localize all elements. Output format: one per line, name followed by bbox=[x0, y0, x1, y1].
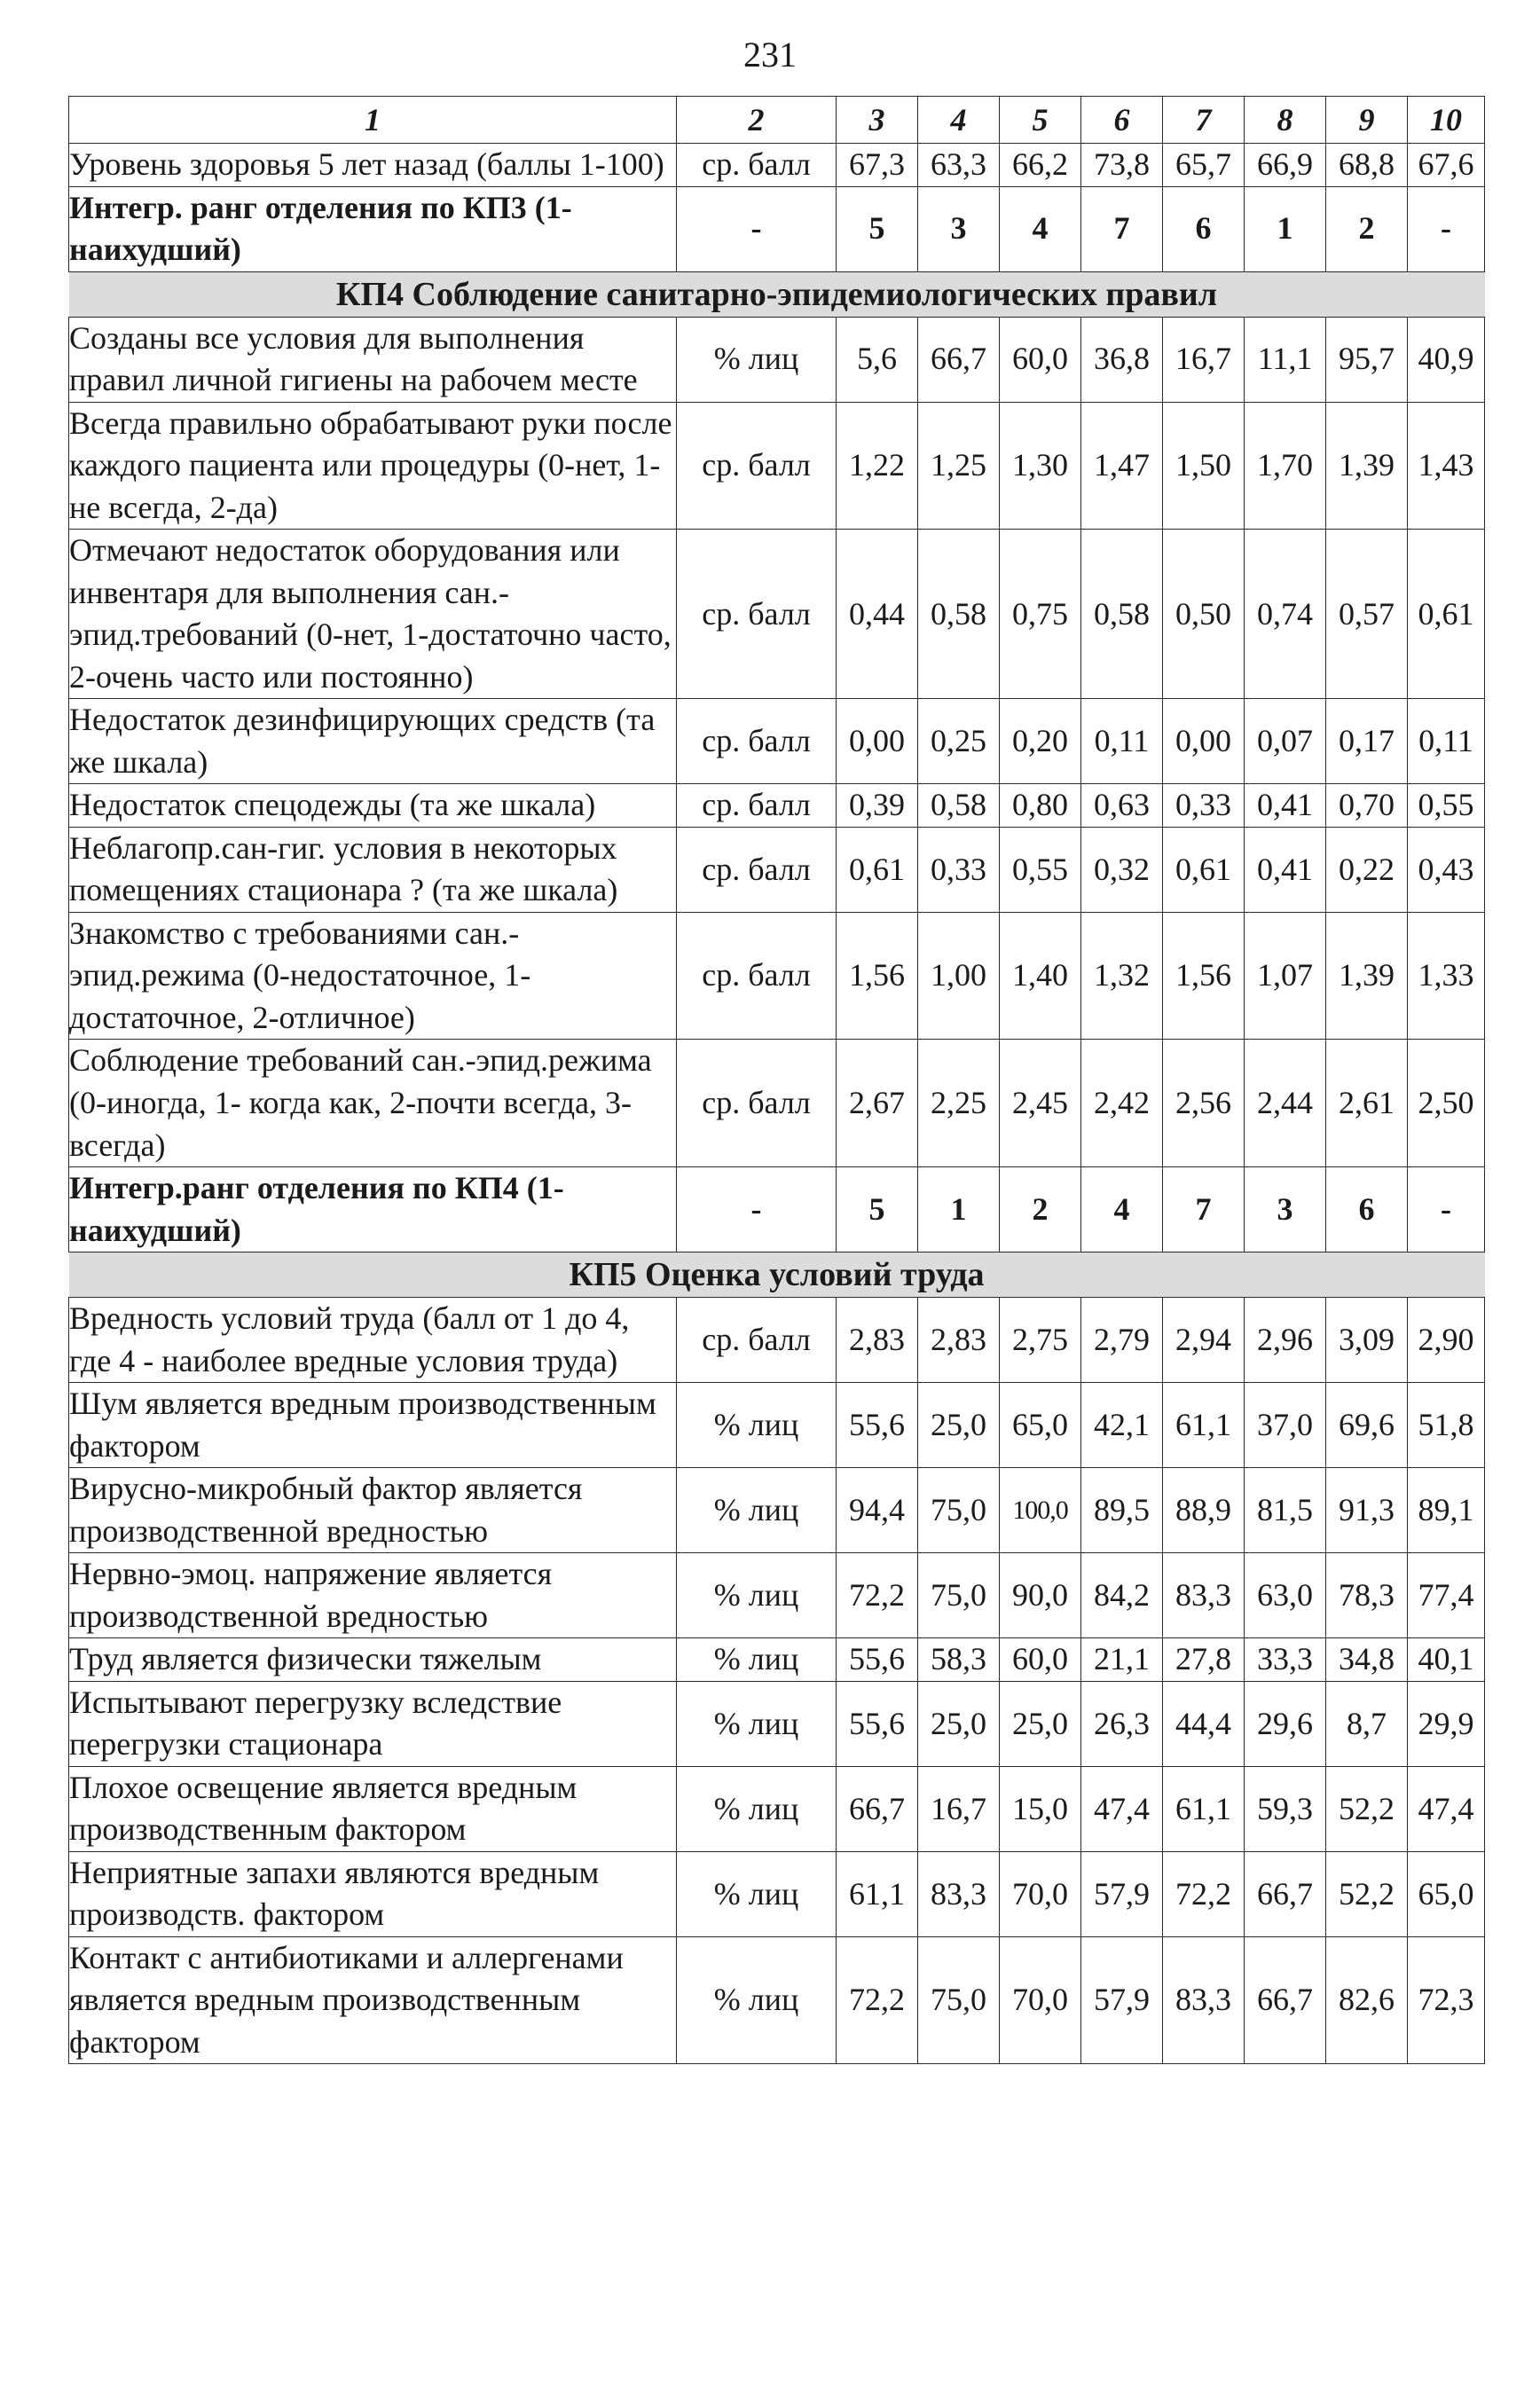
value-cell: 7 bbox=[1081, 186, 1163, 271]
value-cell: 61,1 bbox=[837, 1851, 918, 1936]
column-header: 4 bbox=[918, 97, 1000, 144]
column-header: 7 bbox=[1163, 97, 1245, 144]
table-row bbox=[69, 1638, 1485, 1682]
value-cell: 0,33 bbox=[1163, 784, 1245, 828]
row-label: Шум является вредным производственным фактором bbox=[69, 1383, 677, 1468]
value-cell: 66,7 bbox=[1245, 1936, 1326, 2064]
value-cell: 55,6 bbox=[837, 1638, 918, 1682]
value-cell: 1,39 bbox=[1326, 402, 1408, 530]
value-cell: 77,4 bbox=[1408, 1553, 1485, 1638]
table-row bbox=[69, 1383, 1485, 1468]
table-row bbox=[69, 1851, 1485, 1936]
row-unit: % лиц bbox=[677, 1851, 837, 1936]
value-cell: 2,67 bbox=[837, 1040, 918, 1167]
row-label: Интегр. ранг отделения по КП3 (1-наихудший) bbox=[69, 186, 677, 271]
value-cell: 3 bbox=[1245, 1167, 1326, 1252]
value-cell: 0,74 bbox=[1245, 530, 1326, 699]
value-cell: 1,30 bbox=[1000, 402, 1081, 530]
value-cell: 1,50 bbox=[1163, 402, 1245, 530]
row-label: Отмечают недостаток оборудования или инвентаря для выполнения сан.-эпид.требований (0-нет, 1-достаточно часто, 2-очень часто или постоянно) bbox=[69, 530, 677, 699]
row-unit: % лиц bbox=[677, 1766, 837, 1851]
value-cell: 44,4 bbox=[1163, 1681, 1245, 1766]
value-cell: 63,3 bbox=[918, 144, 1000, 187]
value-cell: 66,7 bbox=[1245, 1851, 1326, 1936]
value-cell: 0,11 bbox=[1408, 699, 1485, 784]
column-header: 9 bbox=[1326, 97, 1408, 144]
value-cell: 89,5 bbox=[1081, 1468, 1163, 1553]
value-cell: 0,22 bbox=[1326, 827, 1408, 912]
row-label: Испытывают перегрузку вследствие перегрузки стационара bbox=[69, 1681, 677, 1766]
row-unit: % лиц bbox=[677, 1681, 837, 1766]
row-label: Уровень здоровья 5 лет назад (баллы 1-100) bbox=[69, 144, 677, 187]
row-label: Неблагопр.сан-гиг. условия в некоторых помещениях стационара ? (та же шкала) bbox=[69, 827, 677, 912]
value-cell: 7 bbox=[1163, 1167, 1245, 1252]
value-cell: 65,0 bbox=[1000, 1383, 1081, 1468]
row-label: Вирусно-микробный фактор является производственной вредностью bbox=[69, 1468, 677, 1553]
row-unit: ср. балл bbox=[677, 699, 837, 784]
rank-row bbox=[69, 186, 1485, 271]
value-cell: - bbox=[1408, 1167, 1485, 1252]
row-label: Интегр.ранг отделения по КП4 (1-наихудший) bbox=[69, 1167, 677, 1252]
value-cell: 37,0 bbox=[1245, 1383, 1326, 1468]
value-cell: 27,8 bbox=[1163, 1638, 1245, 1682]
row-label: Контакт с антибиотиками и аллергенами является вредным производственным фактором bbox=[69, 1936, 677, 2064]
value-cell: 57,9 bbox=[1081, 1936, 1163, 2064]
value-cell: 6 bbox=[1163, 186, 1245, 271]
value-cell: 0,61 bbox=[837, 827, 918, 912]
value-cell: 66,7 bbox=[837, 1766, 918, 1851]
value-cell: 3 bbox=[918, 186, 1000, 271]
value-cell: 1,40 bbox=[1000, 912, 1081, 1040]
value-cell: 52,2 bbox=[1326, 1766, 1408, 1851]
value-cell: 67,6 bbox=[1408, 144, 1485, 187]
value-cell: 5 bbox=[837, 186, 918, 271]
value-cell: 4 bbox=[1081, 1167, 1163, 1252]
row-label: Нервно-эмоц. напряжение является производственной вредностью bbox=[69, 1553, 677, 1638]
value-cell: - bbox=[1408, 186, 1485, 271]
column-header: 1 bbox=[69, 97, 677, 144]
value-cell: 11,1 bbox=[1245, 317, 1326, 402]
table-row bbox=[69, 784, 1485, 828]
section-header-row bbox=[69, 1252, 1485, 1298]
row-label: Знакомство с требованиями сан.-эпид.режима (0-недостаточное, 1-достаточное, 2-отличное) bbox=[69, 912, 677, 1040]
column-header: 10 bbox=[1408, 97, 1485, 144]
value-cell: 75,0 bbox=[918, 1553, 1000, 1638]
value-cell: 66,7 bbox=[918, 317, 1000, 402]
column-header: 5 bbox=[1000, 97, 1081, 144]
value-cell: 0,55 bbox=[1000, 827, 1081, 912]
page-number: 231 bbox=[743, 35, 797, 75]
value-cell: 0,63 bbox=[1081, 784, 1163, 828]
row-unit: % лиц bbox=[677, 1468, 837, 1553]
value-cell: 70,0 bbox=[1000, 1851, 1081, 1936]
value-cell: 2,75 bbox=[1000, 1298, 1081, 1383]
value-cell: 67,3 bbox=[837, 144, 918, 187]
table-row bbox=[69, 912, 1485, 1040]
value-cell: 2,42 bbox=[1081, 1040, 1163, 1167]
value-cell: 2 bbox=[1326, 186, 1408, 271]
row-label: Плохое освещение является вредным производственным фактором bbox=[69, 1766, 677, 1851]
value-cell: 1,47 bbox=[1081, 402, 1163, 530]
value-cell: 16,7 bbox=[918, 1766, 1000, 1851]
row-unit: ср. балл bbox=[677, 1040, 837, 1167]
value-cell: 0,58 bbox=[1081, 530, 1163, 699]
table-row bbox=[69, 1681, 1485, 1766]
value-cell: 94,4 bbox=[837, 1468, 918, 1553]
value-cell: 51,8 bbox=[1408, 1383, 1485, 1468]
value-cell: 83,3 bbox=[918, 1851, 1000, 1936]
value-cell: 100,0 bbox=[1000, 1468, 1081, 1553]
table-row bbox=[69, 1553, 1485, 1638]
value-cell: 2,56 bbox=[1163, 1040, 1245, 1167]
value-cell: 68,8 bbox=[1326, 144, 1408, 187]
row-label: Созданы все условия для выполнения правил личной гигиены на рабочем месте bbox=[69, 317, 677, 402]
value-cell: 33,3 bbox=[1245, 1638, 1326, 1682]
row-unit: ср. балл bbox=[677, 784, 837, 828]
value-cell: 60,0 bbox=[1000, 317, 1081, 402]
section-title: КП4 Соблюдение санитарно-эпидемиологических правил bbox=[69, 271, 1485, 317]
row-unit: % лиц bbox=[677, 1553, 837, 1638]
value-cell: 1,25 bbox=[918, 402, 1000, 530]
value-cell: 75,0 bbox=[918, 1936, 1000, 2064]
section-title: КП5 Оценка условий труда bbox=[69, 1252, 1485, 1298]
value-cell: 69,6 bbox=[1326, 1383, 1408, 1468]
row-label: Соблюдение требований сан.-эпид.режима (0-иногда, 1- когда как, 2-почти всегда, 3-всегда) bbox=[69, 1040, 677, 1167]
value-cell: 61,1 bbox=[1163, 1766, 1245, 1851]
value-cell: 2,79 bbox=[1081, 1298, 1163, 1383]
table-row bbox=[69, 1040, 1485, 1167]
value-cell: 0,61 bbox=[1408, 530, 1485, 699]
value-cell: 0,41 bbox=[1245, 784, 1326, 828]
table-row bbox=[69, 1298, 1485, 1383]
value-cell: 0,41 bbox=[1245, 827, 1326, 912]
value-cell: 1,32 bbox=[1081, 912, 1163, 1040]
row-label: Вредность условий труда (балл от 1 до 4, где 4 - наиболее вредные условия труда) bbox=[69, 1298, 677, 1383]
value-cell: 0,43 bbox=[1408, 827, 1485, 912]
value-cell: 2,94 bbox=[1163, 1298, 1245, 1383]
row-unit: ср. балл bbox=[677, 402, 837, 530]
value-cell: 91,3 bbox=[1326, 1468, 1408, 1553]
table-row bbox=[69, 1468, 1485, 1553]
row-unit: % лиц bbox=[677, 1936, 837, 2064]
value-cell: 73,8 bbox=[1081, 144, 1163, 187]
value-cell: 66,9 bbox=[1245, 144, 1326, 187]
table-body bbox=[69, 144, 1485, 2064]
value-cell: 0,50 bbox=[1163, 530, 1245, 699]
value-cell: 72,2 bbox=[837, 1553, 918, 1638]
value-cell: 2,96 bbox=[1245, 1298, 1326, 1383]
value-cell: 47,4 bbox=[1081, 1766, 1163, 1851]
value-cell: 25,0 bbox=[918, 1383, 1000, 1468]
value-cell: 2,25 bbox=[918, 1040, 1000, 1167]
value-cell: 47,4 bbox=[1408, 1766, 1485, 1851]
value-cell: 4 bbox=[1000, 186, 1081, 271]
value-cell: 29,9 bbox=[1408, 1681, 1485, 1766]
value-cell: 2,61 bbox=[1326, 1040, 1408, 1167]
table-row bbox=[69, 317, 1485, 402]
row-unit: ср. балл bbox=[677, 144, 837, 187]
value-cell: 59,3 bbox=[1245, 1766, 1326, 1851]
value-cell: 2 bbox=[1000, 1167, 1081, 1252]
value-cell: 1 bbox=[1245, 186, 1326, 271]
value-cell: 88,9 bbox=[1163, 1468, 1245, 1553]
value-cell: 78,3 bbox=[1326, 1553, 1408, 1638]
row-unit: ср. балл bbox=[677, 1298, 837, 1383]
value-cell: 70,0 bbox=[1000, 1936, 1081, 2064]
column-header: 8 bbox=[1245, 97, 1326, 144]
value-cell: 55,6 bbox=[837, 1383, 918, 1468]
column-header: 2 bbox=[677, 97, 837, 144]
value-cell: 0,61 bbox=[1163, 827, 1245, 912]
row-unit: - bbox=[677, 1167, 837, 1252]
value-cell: 1,00 bbox=[918, 912, 1000, 1040]
value-cell: 0,39 bbox=[837, 784, 918, 828]
value-cell: 95,7 bbox=[1326, 317, 1408, 402]
value-cell: 65,7 bbox=[1163, 144, 1245, 187]
value-cell: 0,33 bbox=[918, 827, 1000, 912]
value-cell: 2,50 bbox=[1408, 1040, 1485, 1167]
row-unit: ср. балл bbox=[677, 827, 837, 912]
value-cell: 0,07 bbox=[1245, 699, 1326, 784]
value-cell: 0,70 bbox=[1326, 784, 1408, 828]
value-cell: 65,0 bbox=[1408, 1851, 1485, 1936]
value-cell: 1,33 bbox=[1408, 912, 1485, 1040]
row-unit: ср. балл bbox=[677, 912, 837, 1040]
value-cell: 52,2 bbox=[1326, 1851, 1408, 1936]
value-cell: 58,3 bbox=[918, 1638, 1000, 1682]
row-label: Всегда правильно обрабатывают руки после каждого пациента или процедуры (0-нет, 1-не всегда, 2-да) bbox=[69, 402, 677, 530]
value-cell: 21,1 bbox=[1081, 1638, 1163, 1682]
value-cell: 0,58 bbox=[918, 784, 1000, 828]
value-cell: 0,11 bbox=[1081, 699, 1163, 784]
table-row bbox=[69, 402, 1485, 530]
value-cell: 0,44 bbox=[837, 530, 918, 699]
value-cell: 72,2 bbox=[837, 1936, 918, 2064]
value-cell: 5 bbox=[837, 1167, 918, 1252]
row-unit: % лиц bbox=[677, 1638, 837, 1682]
value-cell: 0,75 bbox=[1000, 530, 1081, 699]
row-label: Недостаток дезинфицирующих средств (та же шкала) bbox=[69, 699, 677, 784]
value-cell: 83,3 bbox=[1163, 1936, 1245, 2064]
value-cell: 0,32 bbox=[1081, 827, 1163, 912]
value-cell: 1,56 bbox=[837, 912, 918, 1040]
table-row bbox=[69, 1936, 1485, 2064]
value-cell: 25,0 bbox=[918, 1681, 1000, 1766]
table-row bbox=[69, 699, 1485, 784]
table-row bbox=[69, 827, 1485, 912]
value-cell: 40,9 bbox=[1408, 317, 1485, 402]
value-cell: 83,3 bbox=[1163, 1553, 1245, 1638]
value-cell: 1,70 bbox=[1245, 402, 1326, 530]
value-cell: 1,56 bbox=[1163, 912, 1245, 1040]
value-cell: 2,44 bbox=[1245, 1040, 1326, 1167]
value-cell: 90,0 bbox=[1000, 1553, 1081, 1638]
value-cell: 72,3 bbox=[1408, 1936, 1485, 2064]
value-cell: 0,80 bbox=[1000, 784, 1081, 828]
value-cell: 66,2 bbox=[1000, 144, 1081, 187]
data-table bbox=[68, 96, 1485, 2064]
row-unit: - bbox=[677, 186, 837, 271]
value-cell: 2,83 bbox=[918, 1298, 1000, 1383]
value-cell: 42,1 bbox=[1081, 1383, 1163, 1468]
value-cell: 75,0 bbox=[918, 1468, 1000, 1553]
value-cell: 55,6 bbox=[837, 1681, 918, 1766]
value-cell: 16,7 bbox=[1163, 317, 1245, 402]
value-cell: 0,17 bbox=[1326, 699, 1408, 784]
value-cell: 0,25 bbox=[918, 699, 1000, 784]
column-header: 6 bbox=[1081, 97, 1163, 144]
table-row bbox=[69, 144, 1485, 187]
value-cell: 81,5 bbox=[1245, 1468, 1326, 1553]
value-cell: 1,22 bbox=[837, 402, 918, 530]
value-cell: 1,39 bbox=[1326, 912, 1408, 1040]
row-label: Недостаток спецодежды (та же шкала) bbox=[69, 784, 677, 828]
value-cell: 0,20 bbox=[1000, 699, 1081, 784]
value-cell: 3,09 bbox=[1326, 1298, 1408, 1383]
value-cell: 1,07 bbox=[1245, 912, 1326, 1040]
value-cell: 63,0 bbox=[1245, 1553, 1326, 1638]
value-cell: 29,6 bbox=[1245, 1681, 1326, 1766]
value-cell: 15,0 bbox=[1000, 1766, 1081, 1851]
value-cell: 0,00 bbox=[837, 699, 918, 784]
value-cell: 72,2 bbox=[1163, 1851, 1245, 1936]
value-cell: 1 bbox=[918, 1167, 1000, 1252]
value-cell: 6 bbox=[1326, 1167, 1408, 1252]
value-cell: 1,43 bbox=[1408, 402, 1485, 530]
value-cell: 84,2 bbox=[1081, 1553, 1163, 1638]
value-cell: 26,3 bbox=[1081, 1681, 1163, 1766]
value-cell: 0,57 bbox=[1326, 530, 1408, 699]
row-unit: ср. балл bbox=[677, 530, 837, 699]
value-cell: 60,0 bbox=[1000, 1638, 1081, 1682]
value-cell: 5,6 bbox=[837, 317, 918, 402]
table-row bbox=[69, 530, 1485, 699]
value-cell: 2,90 bbox=[1408, 1298, 1485, 1383]
value-cell: 0,58 bbox=[918, 530, 1000, 699]
header-row bbox=[69, 97, 1485, 144]
value-cell: 61,1 bbox=[1163, 1383, 1245, 1468]
value-cell: 2,45 bbox=[1000, 1040, 1081, 1167]
value-cell: 36,8 bbox=[1081, 317, 1163, 402]
value-cell: 2,83 bbox=[837, 1298, 918, 1383]
row-unit: % лиц bbox=[677, 1383, 837, 1468]
value-cell: 57,9 bbox=[1081, 1851, 1163, 1936]
section-header-row bbox=[69, 271, 1485, 317]
value-cell: 89,1 bbox=[1408, 1468, 1485, 1553]
row-label: Неприятные запахи являются вредным производств. фактором bbox=[69, 1851, 677, 1936]
value-cell: 82,6 bbox=[1326, 1936, 1408, 2064]
column-header: 3 bbox=[837, 97, 918, 144]
row-label: Труд является физически тяжелым bbox=[69, 1638, 677, 1682]
value-cell: 0,00 bbox=[1163, 699, 1245, 784]
rank-row bbox=[69, 1167, 1485, 1252]
value-cell: 25,0 bbox=[1000, 1681, 1081, 1766]
value-cell: 0,55 bbox=[1408, 784, 1485, 828]
row-unit: % лиц bbox=[677, 317, 837, 402]
value-cell: 8,7 bbox=[1326, 1681, 1408, 1766]
value-cell: 40,1 bbox=[1408, 1638, 1485, 1682]
value-cell: 34,8 bbox=[1326, 1638, 1408, 1682]
table-row bbox=[69, 1766, 1485, 1851]
